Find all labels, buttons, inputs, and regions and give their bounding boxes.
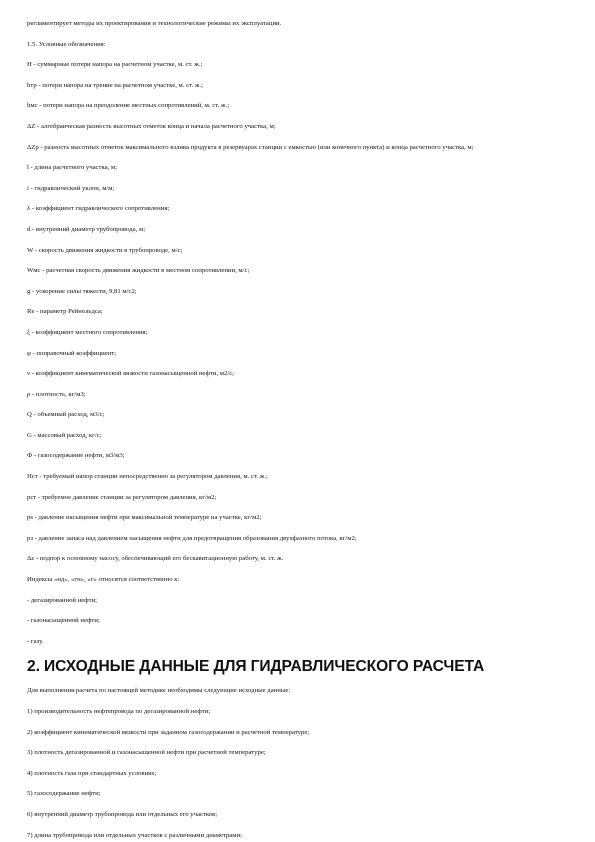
notation-item: ΔZр - разность высотных отметок максимального взлива продукта в резервуарах станции с емкостью (или конечного пункта) и конца расчетного участка, м; [27, 143, 474, 151]
notation-item: ξ - коэффициент местного сопротивления; [27, 328, 148, 336]
notation-item: Δz - подпор к основному насосу, обеспечивающий его бескавитационную работу, м. ст. ж. [27, 555, 284, 563]
notation-list [27, 61, 555, 646]
input-data-item: 5) газосодержание нефти; [27, 790, 101, 798]
index-item: - газонасыщенной нефти; [27, 617, 100, 625]
notation-item: W - скорость движения жидкости в трубопроводе, м/с; [27, 246, 183, 254]
notation-item: l - длина расчетного участка, м; [27, 164, 117, 172]
notation-item: H - суммарные потери напора на расчетном участке, м. ст. ж.; [27, 61, 203, 69]
notation-item: ΔZ - алгебраическая разность высотных отметок конца и начала расчетного участка, м; [27, 122, 276, 130]
notation-item: G - массовый расход, кг/с; [27, 431, 102, 439]
input-data-item: 7) длина трубопровода или отдельных участков с различными диаметрами; [27, 831, 242, 839]
notation-item: pз - давление запаса над давлением насыщения нефти для предотвращения образования двухфазного потока, кг/м2; [27, 534, 357, 542]
section-2-title: 2. ИСХОДНЫЕ ДАННЫЕ ДЛЯ ГИДРАВЛИЧЕСКОГО РАСЧЕТА [27, 658, 485, 676]
input-data-item: 1) производительность нефтепровода по дегазированной нефти; [27, 708, 211, 715]
indices-note: Индексы «нд», «гн», «г» относятся соответственно к: [27, 576, 180, 584]
notation-item: ν - коэффициент кинематической вязкости газонасыщенной нефти, м2/с; [27, 370, 235, 378]
notation-item: hмс - потери напора на преодоление местных сопротивлений, м. ст. ж.; [27, 102, 230, 110]
notation-item: Re - параметр Рейнольдса; [27, 308, 103, 316]
section-1-5-heading: 1.5. Условные обозначения: [27, 40, 106, 48]
notation-item: Hст - требуемый напор станции непосредственно за регулятором давления, м. ст. ж.; [27, 473, 268, 481]
notation-item: g - ускорение силы тяжести, 9,81 м/с2; [27, 287, 137, 295]
input-data-list [27, 708, 555, 840]
index-item: - газу. [27, 637, 44, 645]
section-2-lead: Для выполнения расчета по настоящей методике необходимы следующие исходные данные: [27, 687, 291, 695]
notation-item: φ - поправочный коэффициент; [27, 349, 117, 357]
input-data-item: 2) коэффициент кинематической вязкости при заданном газосодержании и расчетной температуре; [27, 728, 310, 736]
notation-item: λ - коэффициент гидравлического сопротивления; [27, 205, 170, 213]
input-data-item: 6) внутренний диаметр трубопровода или отдельных его участков; [27, 810, 218, 818]
notation-item: Q - объемный расход, м3/с; [27, 411, 105, 419]
notation-item: pст - требуемое давление станции за регулятором давления, кг/м2; [27, 493, 217, 501]
input-data-item: 3) плотность дегазированной и газонасыщенной нефти при расчетной температуре; [27, 749, 266, 757]
notation-item: Ф - газосодержание нефти, м3/м3; [27, 452, 125, 460]
notation-item: hтр - потери напора на трение на расчетном участке, м. ст. ж.; [27, 81, 204, 89]
notation-item: Wмс - расчетная скорость движения жидкости в местном сопротивлении, м/с; [27, 267, 250, 275]
notation-item: d - внутренний диаметр трубопровода, м; [27, 225, 146, 233]
intro-tail-paragraph: регламентирует методы их проектирования и технологические режимы их эксплуатации. [27, 20, 282, 27]
notation-item: ps - давление насыщения нефти при максимальной температуре на участке, кг/м2; [27, 514, 262, 522]
notation-item: ρ - плотность, кг/м3; [27, 390, 86, 398]
index-item: - дегазированной нефти; [27, 596, 97, 604]
notation-item: i - гидравлический уклон, м/м; [27, 184, 115, 192]
input-data-item: 4) плотность газа при стандартных условиях; [27, 769, 157, 777]
